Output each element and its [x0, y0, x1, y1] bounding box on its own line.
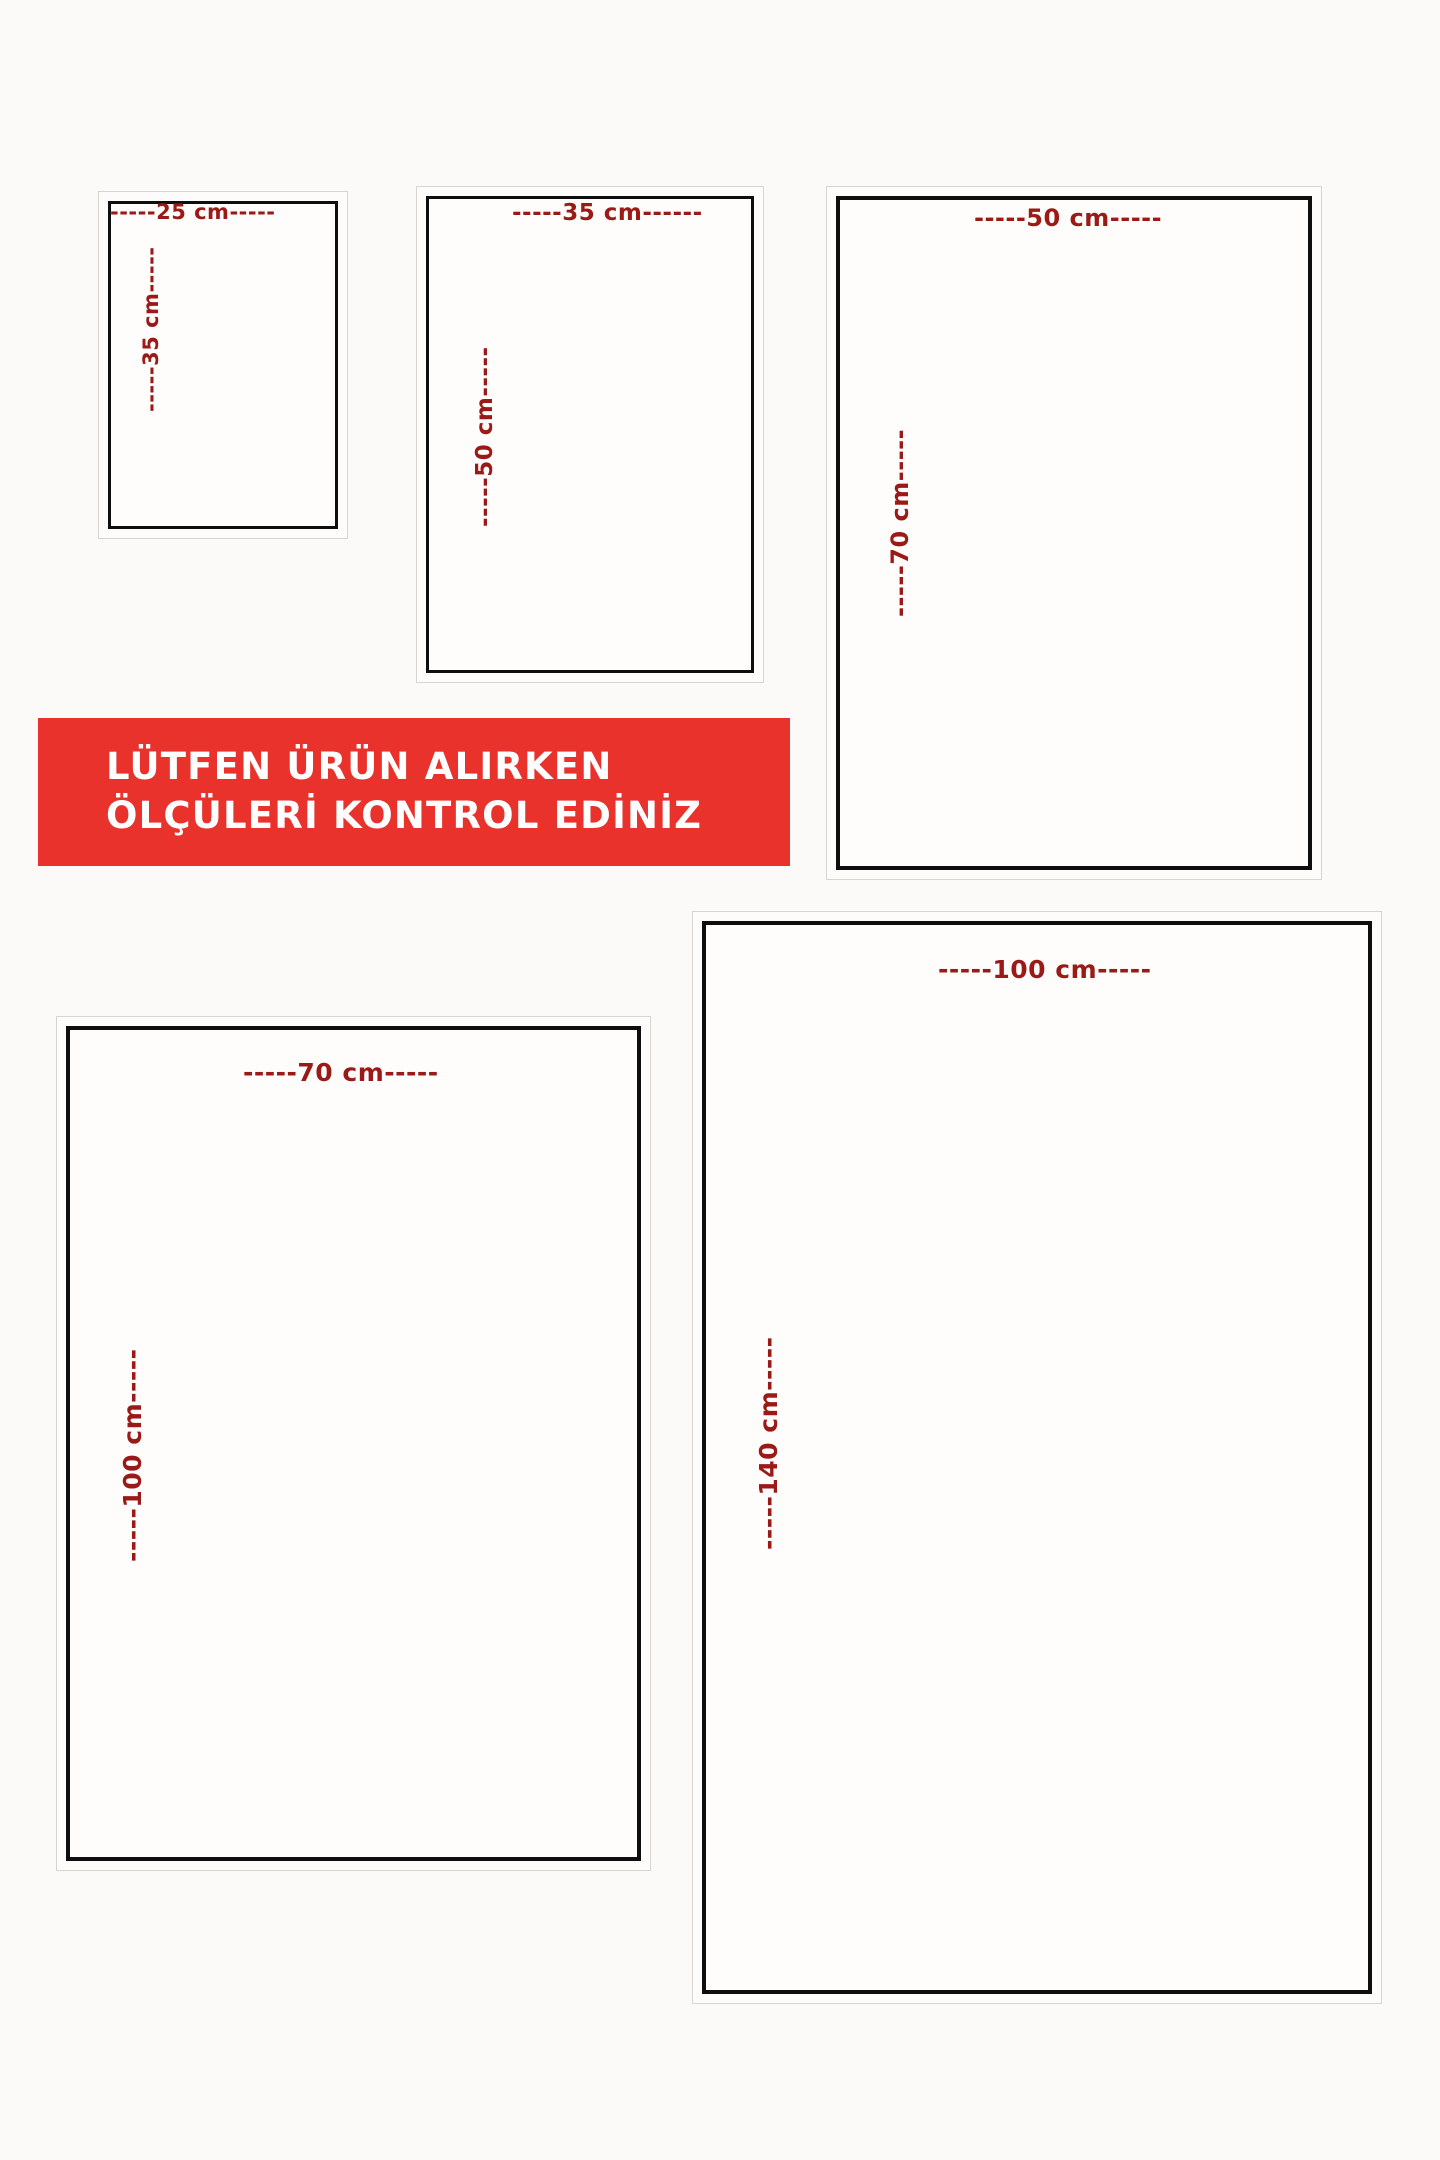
frame-70x100-inner: [66, 1026, 641, 1861]
frame-70x100-width-label: -----70 cm-----: [243, 1058, 439, 1087]
frame-25x35-height-label: -----35 cm-----: [139, 246, 163, 412]
warning-banner: [38, 718, 790, 866]
frame-50x70-height-label: -----70 cm-----: [886, 428, 914, 617]
frame-50x70-width-label: -----50 cm-----: [974, 204, 1163, 232]
warning-line-1: LÜTFEN ÜRÜN ALIRKEN: [106, 745, 613, 789]
frame-100x140-height-label: -----140 cm-----: [754, 1336, 783, 1550]
frame-100x140-width-label: -----100 cm-----: [938, 955, 1152, 984]
frame-35x50-width-label: -----35 cm------: [512, 200, 703, 226]
frame-35x50: [416, 186, 764, 683]
frame-100x140-inner: [702, 921, 1372, 1994]
warning-line-2: ÖLÇÜLERİ KONTROL EDİNİZ: [106, 794, 703, 837]
frame-25x35-width-label: -----25 cm-----: [110, 200, 276, 224]
frame-25x35: [98, 191, 348, 539]
frame-100x140: [692, 911, 1382, 2004]
frame-70x100-height-label: -----100 cm-----: [118, 1348, 147, 1562]
frame-35x50-height-label: -----50 cm-----: [472, 346, 498, 527]
